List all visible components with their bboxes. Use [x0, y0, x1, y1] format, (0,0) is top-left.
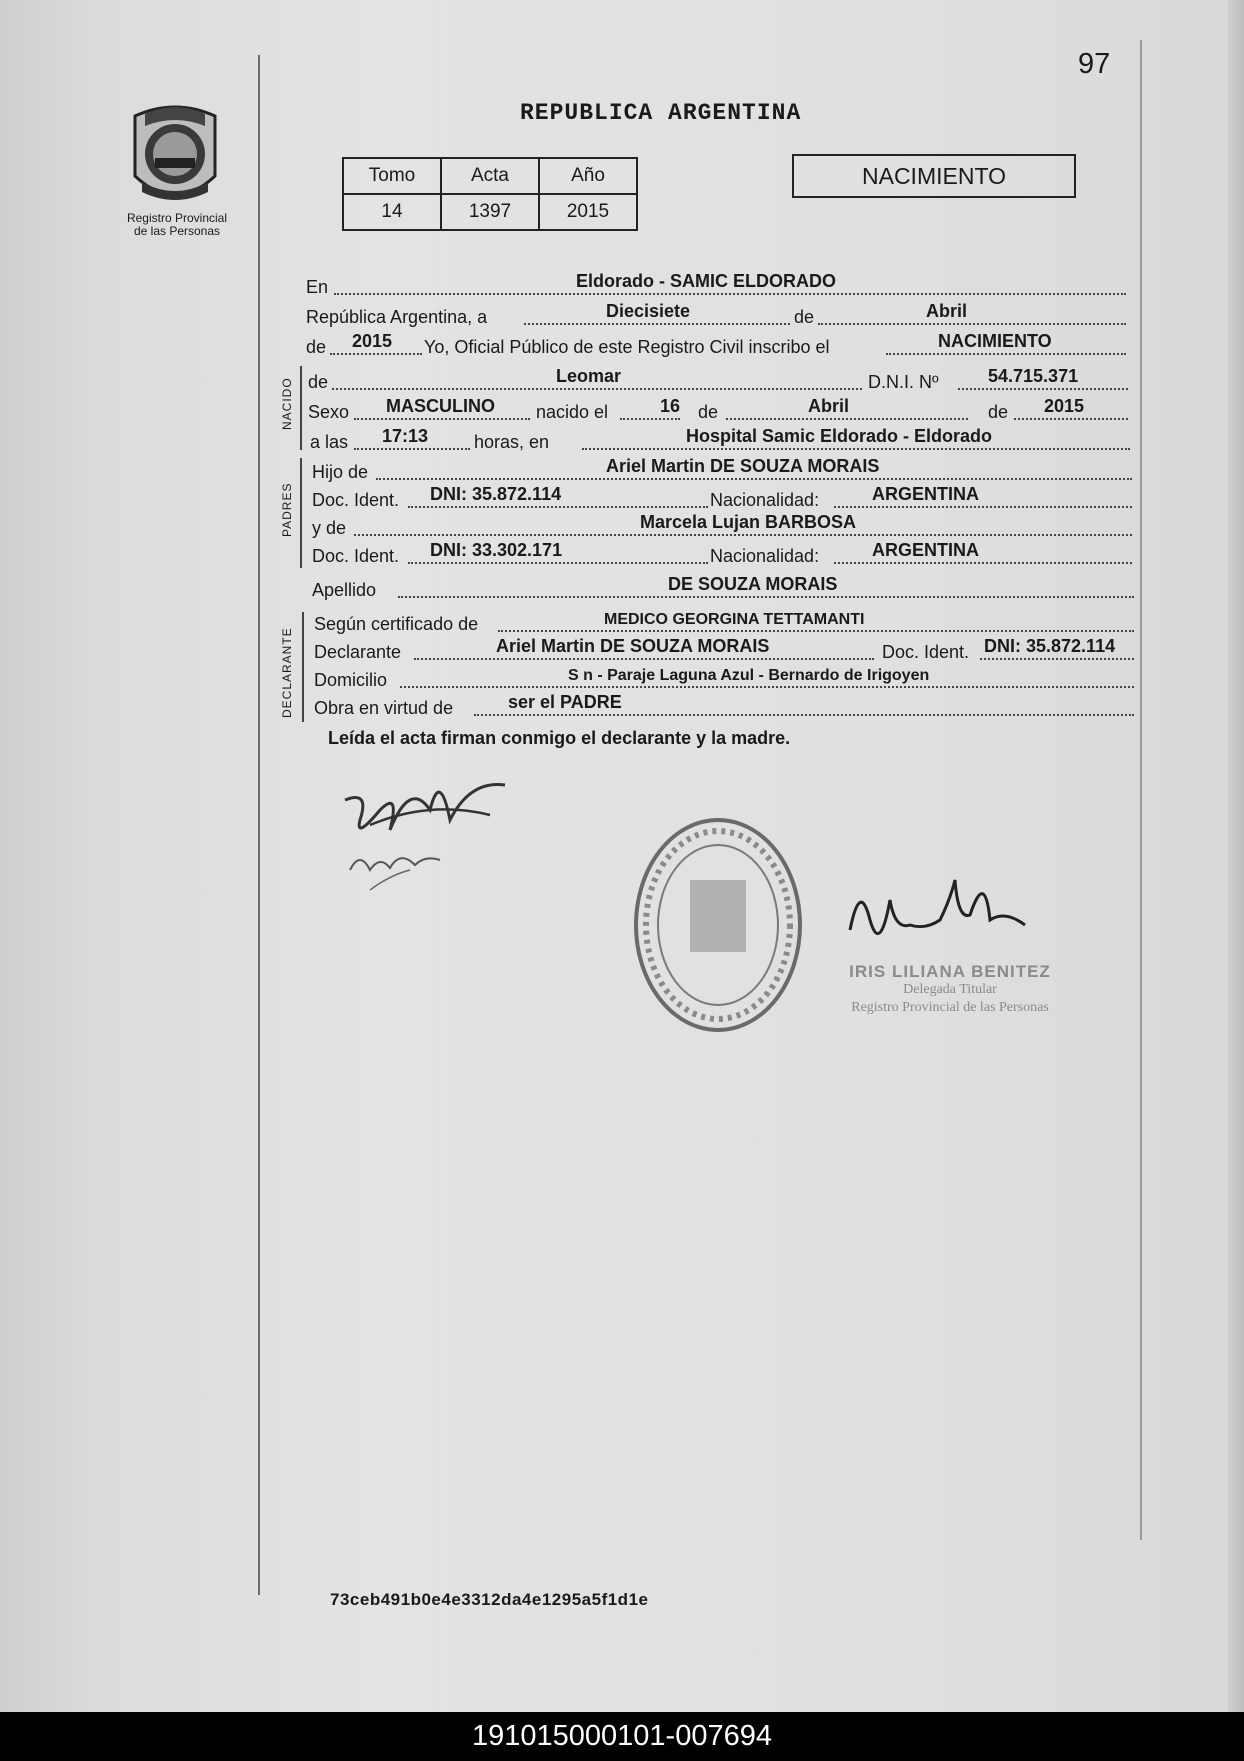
declarant-signature: [330, 770, 520, 910]
label-doc-3: Doc. Ident.: [882, 642, 970, 662]
label-de-day: de: [698, 402, 719, 422]
label-horas: horas, en: [474, 432, 550, 452]
dotted-line: [408, 562, 708, 564]
dotted-line: [398, 596, 1134, 598]
margin-line: [258, 55, 260, 1595]
row-address: [314, 663, 1134, 693]
registry-line-2: de las Personas: [133, 224, 221, 238]
dotted-line: [582, 448, 1130, 450]
value-birth-year: 2015: [1044, 396, 1085, 416]
dotted-line: [1014, 418, 1128, 420]
value-mother: Marcela Lujan BARBOSA: [640, 512, 857, 532]
official-title: Delegada Titular: [903, 982, 997, 997]
row-father-doc: [312, 483, 1132, 513]
official-signature-block: [835, 963, 1065, 1017]
dotted-line: [886, 353, 1126, 355]
label-nac-1: Nacionalidad:: [710, 490, 820, 510]
value-mother-nat: ARGENTINA: [872, 540, 979, 560]
label-a-las: a las: [310, 432, 349, 452]
dotted-line: [980, 658, 1134, 660]
row-year: [306, 330, 1126, 360]
label-republica: República Argentina, a: [306, 307, 488, 327]
label-doc-1: Doc. Ident.: [312, 490, 400, 510]
value-month: Abril: [926, 301, 968, 321]
dotted-line: [408, 506, 708, 508]
header-acta: Acta: [441, 158, 539, 194]
record-type-box: NACIMIENTO: [792, 154, 1076, 198]
row-surname: [312, 573, 1134, 603]
country-title: REPUBLICA ARGENTINA: [520, 100, 802, 126]
label-doc-2: Doc. Ident.: [312, 546, 400, 566]
paper-edge: [1228, 0, 1244, 1712]
official-office: Registro Provincial de las Personas: [851, 1000, 1049, 1015]
value-sex: MASCULINO: [386, 396, 495, 416]
right-margin-line: [1140, 40, 1142, 1540]
dotted-line: [834, 562, 1132, 564]
value-year: 2015: [352, 331, 393, 351]
value-place: Eldorado - SAMIC ELDORADO: [576, 271, 836, 291]
row-mother: [312, 511, 1132, 541]
label-sexo: Sexo: [308, 402, 350, 422]
label-dni: D.N.I. Nº: [868, 372, 939, 392]
dotted-line: [330, 353, 422, 355]
label-de-y2: de: [988, 402, 1009, 422]
footer-id: 191015000101-007694: [472, 1720, 772, 1752]
dotted-line: [498, 630, 1134, 632]
dotted-line: [818, 323, 1126, 325]
value-certificate: MEDICO GEORGINA TETTAMANTI: [604, 611, 865, 628]
value-declarant: Ariel Martin DE SOUZA MORAIS: [496, 636, 770, 656]
value-acta: 1397: [441, 194, 539, 230]
label-nacido: nacido el: [536, 402, 609, 422]
value-birth-place: Hospital Samic Eldorado - Eldorado: [686, 426, 993, 446]
value-event: NACIMIENTO: [938, 331, 1052, 351]
label-hijo: Hijo de: [312, 462, 369, 482]
row-mother-doc: [312, 539, 1132, 569]
row-name: [308, 365, 1128, 395]
dotted-line: [400, 686, 1134, 688]
official-signature: [840, 860, 1040, 970]
dotted-line: [334, 293, 1126, 295]
value-father-nat: ARGENTINA: [872, 484, 979, 504]
label-segun: Según certificado de: [314, 614, 479, 634]
value-anio: 2015: [539, 194, 637, 230]
label-de-name: de: [308, 372, 329, 392]
value-father-doc: DNI: 35.872.114: [430, 484, 562, 504]
row-certificate: [314, 607, 1134, 637]
row-capacity: [314, 691, 1134, 721]
value-tomo: 14: [343, 194, 441, 230]
dotted-line: [414, 658, 874, 660]
padres-brace: [300, 458, 302, 568]
header-anio: Año: [539, 158, 637, 194]
header-tomo: Tomo: [343, 158, 441, 194]
section-nacido: NACIDO: [280, 377, 294, 430]
closing-statement: Leída el acta firman conmigo el declarante y la madre.: [328, 728, 791, 748]
dotted-line: [354, 534, 1132, 536]
label-y-de: y de: [312, 518, 347, 538]
label-en: En: [306, 277, 329, 297]
dotted-line: [376, 478, 1132, 480]
dotted-line: [332, 388, 862, 390]
declarante-brace: [302, 612, 304, 722]
label-nac-2: Nacionalidad:: [710, 546, 820, 566]
dotted-line: [620, 418, 680, 420]
dotted-line: [474, 714, 1134, 716]
dotted-line: [524, 323, 790, 325]
record-number-table: [342, 157, 638, 231]
page-number: 97: [1078, 48, 1111, 80]
value-mother-doc: DNI: 33.302.171: [430, 540, 563, 560]
row-place: [306, 270, 1126, 300]
value-surname: DE SOUZA MORAIS: [668, 574, 838, 594]
official-stamp: [628, 810, 808, 1040]
value-time: 17:13: [382, 426, 429, 446]
dotted-line: [354, 448, 470, 450]
province-seal-logo: [120, 96, 230, 214]
value-birth-month: Abril: [808, 396, 850, 416]
nacido-brace: [300, 366, 302, 450]
row-sex: [308, 395, 1128, 425]
dotted-line: [726, 418, 968, 420]
row-date: [306, 300, 1126, 330]
footer-id-bar: [0, 1712, 1244, 1761]
section-declarante: DECLARANTE: [280, 627, 294, 718]
value-day-text: Diecisiete: [606, 301, 691, 321]
official-name: IRIS LILIANA BENITEZ: [849, 962, 1051, 981]
value-name: Leomar: [556, 366, 622, 386]
label-de-year: de: [306, 337, 327, 357]
label-de-month: de: [794, 307, 815, 327]
value-birth-day: 16: [660, 396, 681, 416]
row-declarant: [314, 635, 1134, 665]
label-obra: Obra en virtud de: [314, 698, 454, 718]
label-domicilio: Domicilio: [314, 670, 388, 690]
row-father: [312, 455, 1132, 485]
document-hash: 73ceb491b0e4e3312da4e1295a5f1d1e: [330, 1590, 649, 1609]
value-father: Ariel Martin DE SOUZA MORAIS: [606, 456, 880, 476]
value-capacity: ser el PADRE: [508, 692, 622, 712]
value-declarant-doc: DNI: 35.872.114: [984, 636, 1116, 656]
registry-line-1: Registro Provincial: [126, 211, 228, 225]
row-time: [310, 425, 1130, 455]
label-yo: Yo, Oficial Público de este Registro Civil inscribo el: [424, 337, 830, 357]
section-padres: PADRES: [280, 482, 294, 537]
label-apellido: Apellido: [312, 580, 377, 600]
value-dni: 54.715.371: [988, 366, 1079, 386]
value-address: S n - Paraje Laguna Azul - Bernardo de Irigoyen: [568, 667, 930, 684]
dotted-line: [958, 388, 1128, 390]
registry-name: [112, 212, 242, 238]
dotted-line: [354, 418, 530, 420]
label-declarante: Declarante: [314, 642, 402, 662]
dotted-line: [834, 506, 1132, 508]
